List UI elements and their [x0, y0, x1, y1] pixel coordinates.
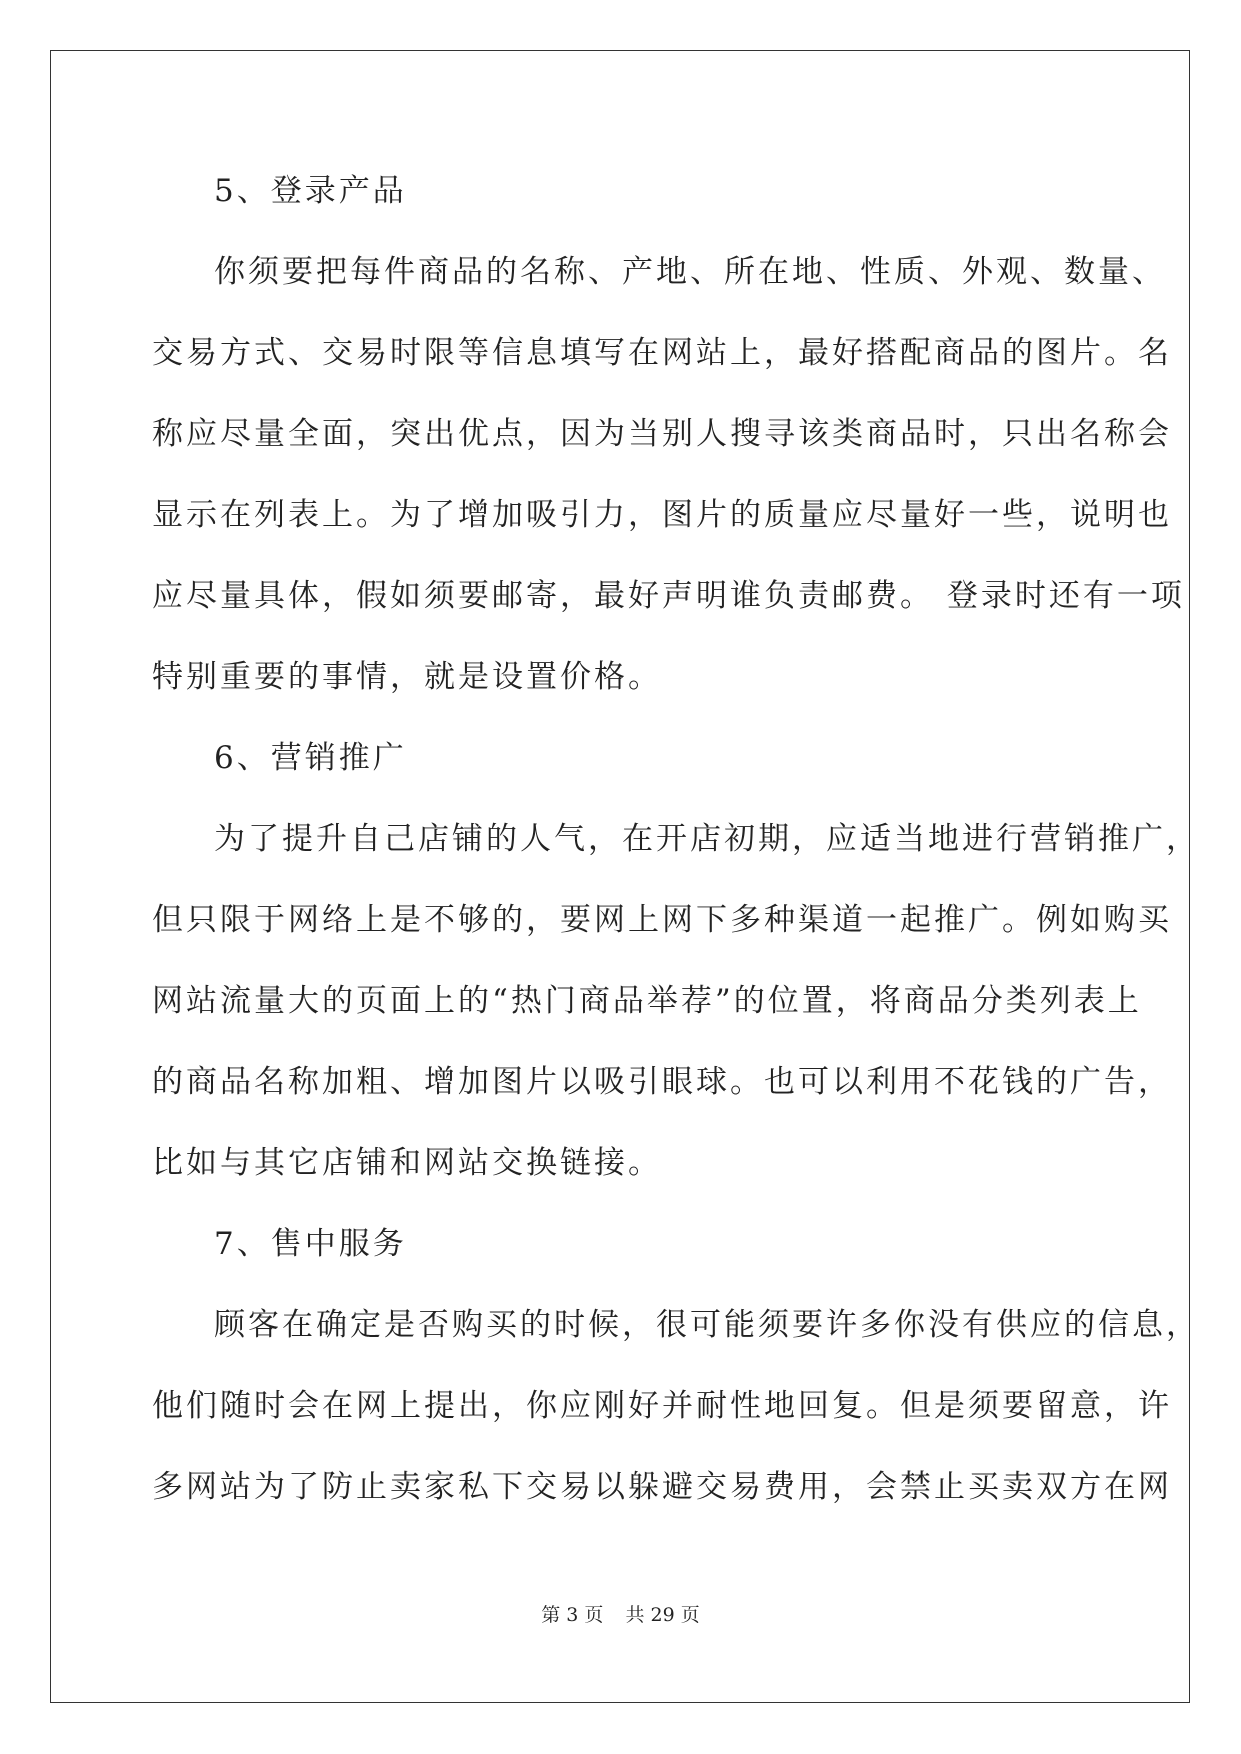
paragraph-line: 特别重要的事情，就是设置价格。 — [152, 659, 662, 695]
paragraph-line: 应尽量具体，假如须要邮寄，最好声明谁负责邮费。 登录时还有一项 — [152, 578, 1185, 614]
page-total: 共 29 页 — [625, 1604, 700, 1626]
paragraph-line: 的商品名称加粗、增加图片以吸引眼球。也可以利用不花钱的广告， — [152, 1064, 1172, 1100]
page-border — [50, 50, 1200, 1703]
section-heading: 7、售中服务 — [214, 1226, 407, 1262]
paragraph-line: 但只限于网络上是不够的，要网上网下多种渠道一起推广。例如购买 — [152, 902, 1172, 938]
paragraph-line: 称应尽量全面，突出优点，因为当别人搜寻该类商品时，只出名称会 — [152, 416, 1172, 452]
section-heading: 6、营销推广 — [214, 740, 407, 776]
paragraph-line: 你须要把每件商品的名称、产地、所在地、性质、外观、数量、 — [214, 254, 1166, 290]
paragraph-line: 网站流量大的页面上的“热门商品举荐”的位置，将商品分类列表上 — [152, 983, 1142, 1019]
page-footer — [0, 1600, 1241, 1627]
paragraph-line: 比如与其它店铺和网站交换链接。 — [152, 1145, 662, 1181]
paragraph-line: 顾客在确定是否购买的时候，很可能须要许多你没有供应的信息， — [214, 1307, 1200, 1343]
paragraph-line: 为了提升自己店铺的人气，在开店初期，应适当地进行营销推广， — [214, 821, 1200, 857]
paragraph-line: 多网站为了防止卖家私下交易以躲避交易费用，会禁止买卖双方在网 — [152, 1469, 1172, 1505]
paragraph-line: 显示在列表上。为了增加吸引力，图片的质量应尽量好一些，说明也 — [152, 497, 1172, 533]
page-number: 第 3 页 — [541, 1604, 604, 1626]
paragraph-line: 交易方式、交易时限等信息填写在网站上，最好搭配商品的图片。名 — [152, 335, 1172, 371]
section-heading: 5、登录产品 — [214, 173, 407, 209]
paragraph-line: 他们随时会在网上提出，你应刚好并耐性地回复。但是须要留意，许 — [152, 1388, 1172, 1424]
